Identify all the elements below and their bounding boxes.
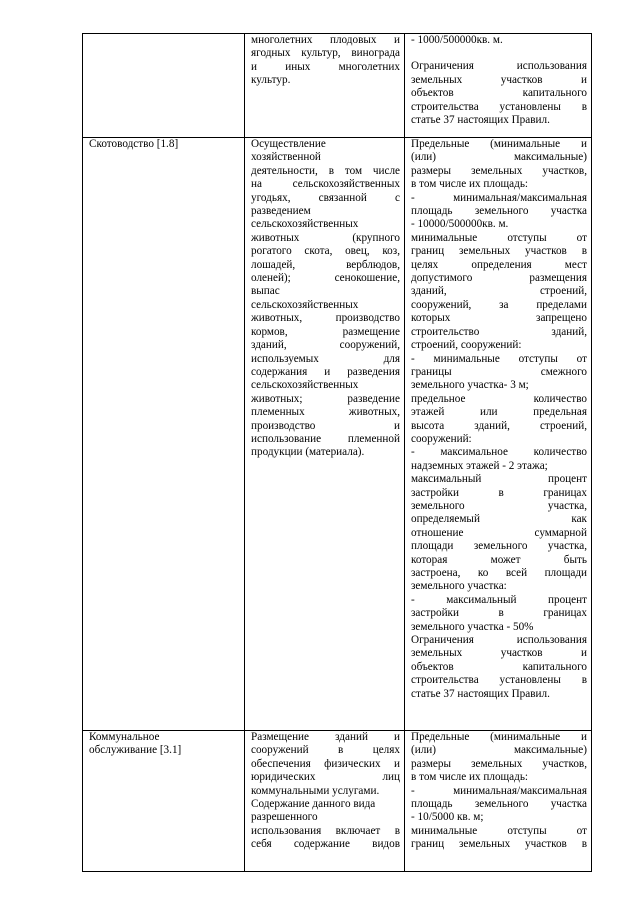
text-line: оленей); сенокошение, (251, 272, 400, 285)
text-line: выпас (251, 285, 280, 298)
text-line: хозяйственной (251, 151, 321, 164)
text-line: границы смежного (411, 365, 587, 378)
text-line: животных (крупного (251, 231, 400, 244)
text-line: содержания и разведения (251, 365, 400, 378)
text-line: племенных животных, (251, 406, 400, 419)
text-line: размеры земельных участков, (411, 164, 587, 177)
text-line: земельного участка, (411, 499, 587, 512)
text-line: и иных многолетних (251, 60, 400, 73)
text-line: обеспечения физических и (251, 757, 400, 770)
text-line: допустимого размещения (411, 272, 587, 285)
text-line: производство и (251, 419, 400, 432)
text-line: угодьях, связанной с (251, 191, 400, 204)
text-line: отношение суммарной (411, 526, 587, 539)
text-line: животных; разведение (251, 392, 400, 405)
text-line: Предельные (минимальные и (411, 731, 587, 743)
text-line: определяемый как (411, 513, 587, 526)
text-line: культур. (251, 74, 291, 87)
text-line: застроена, ко всей площади (411, 567, 587, 579)
text-line: которая может быть (411, 553, 587, 566)
use-type-cell (83, 34, 245, 138)
text-line: которых запрещено (411, 312, 587, 325)
parameters-cell (405, 34, 592, 138)
text-line: земельного участка - 50% (411, 620, 534, 633)
text-line: ягодных культур, винограда (251, 47, 400, 60)
text-line: размеры земельных участков, (411, 757, 587, 770)
text-line: земельного участка: (411, 580, 507, 593)
text-line: рогатого скота, овец, коз, (251, 245, 400, 258)
text-line: статье 37 настоящих Правил. (411, 114, 550, 127)
text-line: использования включает в (251, 824, 400, 837)
text-line: деятельности, в том числе (251, 164, 400, 177)
table-row (83, 731, 592, 872)
table-row (83, 138, 592, 731)
text-line: многолетних плодовых и (251, 34, 400, 46)
text-line: - 10/5000 кв. м; (411, 811, 484, 824)
text-line: в том числе их площадь: (411, 771, 529, 784)
text-line: - минимальные отступы от (411, 352, 587, 365)
text-line: объектов капитального (411, 87, 587, 100)
text-line: площадь земельного участка (411, 205, 587, 218)
text-line: себя содержание видов (251, 838, 400, 851)
text-line: объектов капитального (411, 660, 587, 673)
text-line: статье 37 настоящих Правил. (411, 687, 550, 700)
text-line: минимальные отступы от (411, 231, 587, 244)
text-line: - максимальный процент (411, 593, 587, 606)
text-line: строительство зданий, (411, 325, 587, 338)
text-line: Ограничения использования (411, 60, 587, 73)
text-line: Ограничения использования (411, 634, 587, 647)
text-line: - 1000/500000кв. м. (411, 34, 503, 46)
text-line: на сельскохозяйственных (251, 178, 400, 191)
parameters-cell (405, 731, 592, 872)
text-line: (или) максимальные) (411, 151, 587, 164)
land-use-table (82, 33, 592, 872)
text-line: коммунальными услугами. (251, 784, 380, 797)
table-row (83, 34, 592, 138)
text-line: животных, производство (251, 312, 400, 325)
text-line: Содержание данного вида (251, 798, 376, 811)
text-line: - минимальная/максимальная (411, 191, 587, 204)
parameters-cell (405, 138, 592, 731)
text-line: границ земельных участков в (411, 245, 587, 258)
text-line: юридических лиц (251, 771, 400, 784)
text-line: сельскохозяйственных (251, 379, 359, 392)
text-line: в том числе их площадь: (411, 178, 529, 191)
text-line: Предельные (минимальные и (411, 138, 587, 150)
text-line: Осуществление (251, 138, 326, 150)
text-line: использование племенной (251, 432, 400, 445)
text-line: застройки в границах (411, 486, 587, 499)
text-line: земельного участка- 3 м; (411, 379, 529, 392)
text-line: сооружений: (411, 432, 472, 445)
text-line: Размещение зданий и (251, 731, 400, 743)
text-line: целях определения мест (411, 258, 587, 271)
text-line: разрешенного (251, 811, 318, 824)
text-line: земельных участков и (411, 647, 587, 660)
text-line: Коммунальное (89, 731, 160, 743)
description-cell (245, 731, 405, 872)
text-line: сооружений в целях (251, 744, 400, 757)
text-line: разведением (251, 205, 311, 218)
text-line: обслуживание [3.1] (89, 744, 182, 757)
text-line: надземных этажей - 2 этажа; (411, 459, 548, 472)
text-line: строений, сооружений: (411, 339, 522, 352)
text-line: сооружений, за пределами (411, 298, 587, 311)
text-line: кормов, размещение (251, 325, 400, 338)
description-cell (245, 34, 405, 138)
text-line: Скотоводство [1.8] (89, 138, 179, 150)
text-line: - максимальное количество (411, 446, 587, 459)
description-cell (245, 138, 405, 731)
text-line: предельное количество (411, 392, 587, 405)
text-line: высота зданий, строений, (411, 419, 587, 432)
text-line: площади земельного участка, (411, 540, 587, 553)
use-type-cell (83, 731, 245, 872)
text-line: - минимальная/максимальная (411, 784, 587, 797)
text-line: максимальный процент (411, 473, 587, 486)
text-line: используемых для (251, 352, 400, 365)
paragraph-gap (411, 47, 587, 60)
text-line: - 10000/500000кв. м. (411, 218, 509, 231)
text-line: продукции (материала). (251, 446, 365, 459)
text-line: застройки в границах (411, 607, 587, 620)
text-line: сельскохозяйственных (251, 298, 359, 311)
text-line: земельных участков и (411, 73, 587, 86)
text-line: строительства установлены в (411, 674, 587, 687)
use-type-cell (83, 138, 245, 731)
text-line: площадь земельного участка (411, 798, 587, 811)
text-line: минимальные отступы от (411, 824, 587, 837)
text-line: зданий, сооружений, (251, 339, 400, 352)
text-line: строительства установлены в (411, 100, 587, 113)
text-line: лошадей, верблюдов, (251, 258, 400, 271)
text-line: (или) максимальные) (411, 744, 587, 757)
text-line: сельскохозяйственных (251, 218, 359, 231)
text-line: зданий, строений, (411, 285, 587, 298)
text-line: границ земельных участков в (411, 838, 587, 851)
text-line: этажей или предельная (411, 406, 587, 419)
